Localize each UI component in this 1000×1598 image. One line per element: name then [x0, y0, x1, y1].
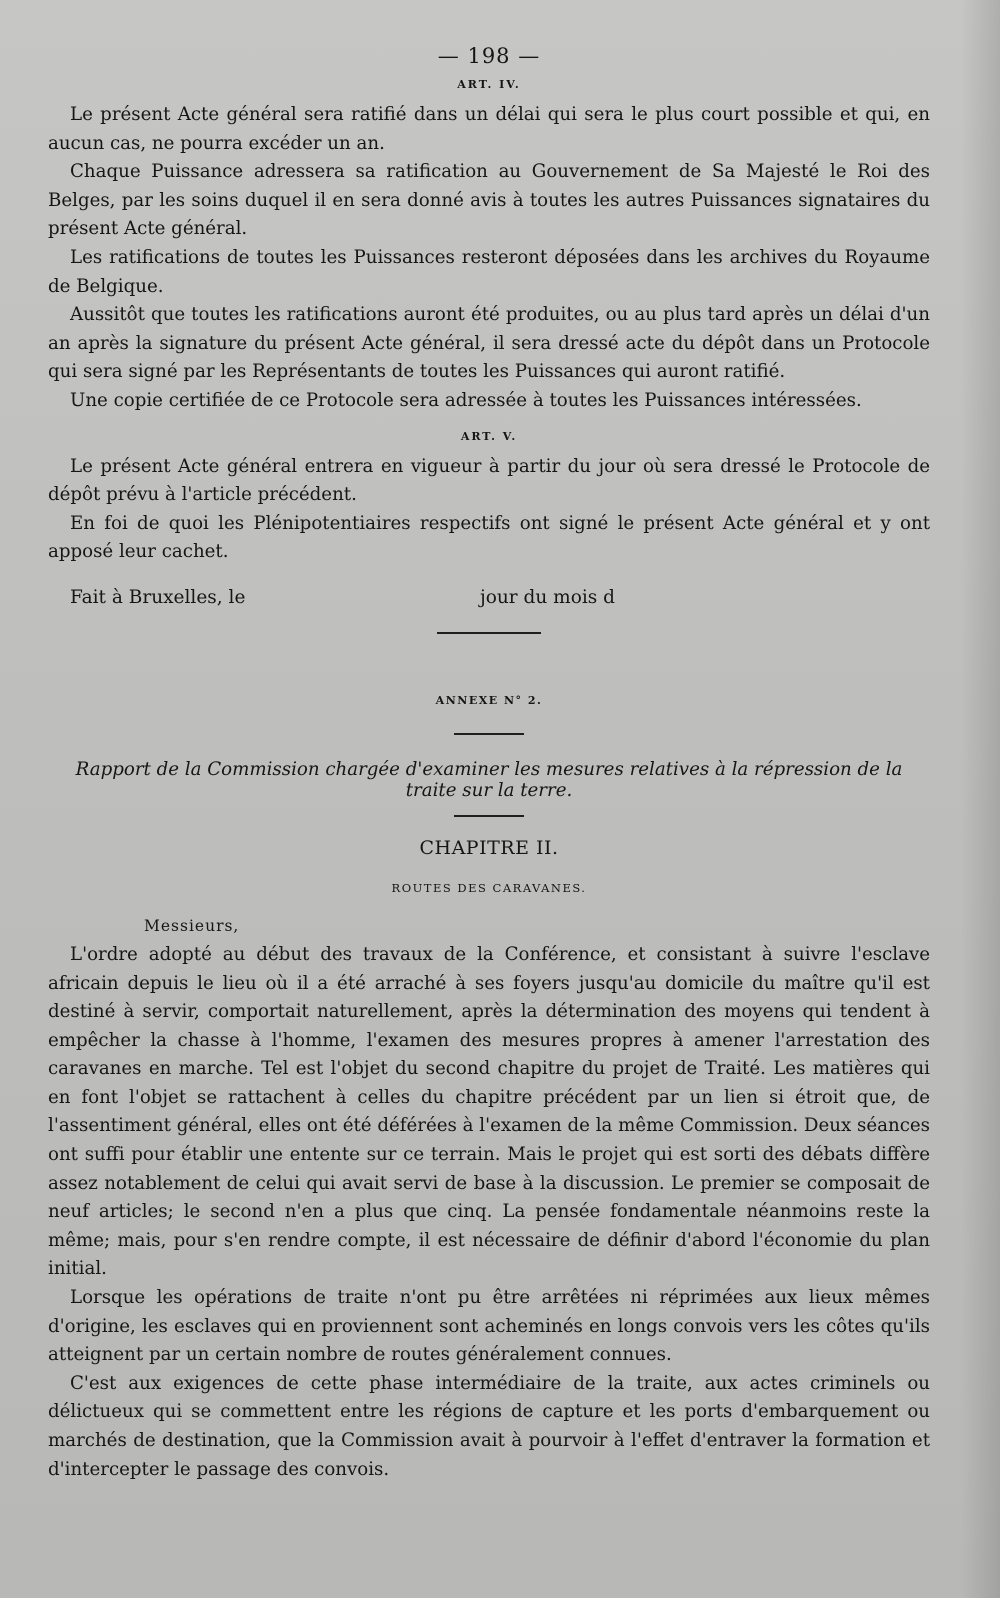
annexe-label: ANNEXE N° 2. — [435, 693, 543, 707]
chapter-heading: CHAPITRE II. — [419, 836, 559, 859]
report-title: Rapport de la Commission chargée d'examiner les mesures relatives à la répression de la traite sur la terre. — [75, 758, 903, 801]
article-5-paragraph: En foi de quoi les Plénipotentiaires respectifs ont signé le présent Acte général et y ont apposé leur cachet. — [48, 512, 930, 563]
article-5 — [48, 430, 930, 608]
divider — [437, 632, 541, 634]
article-4-paragraph: Le présent Acte général sera ratifié dans un délai qui sera le plus court possible et qui, en aucun cas, ne pourra excéder un an. — [48, 104, 930, 154]
signature-line — [70, 587, 930, 608]
section-subheading: ROUTES DES CARAVANES. — [391, 880, 587, 895]
page-number: — 198 — — [437, 44, 541, 68]
article-4-paragraph: Aussitôt que toutes les ratifications auront été produites, ou au plus tard après un délai d'un an après la signature du présent Acte général, il sera dressé acte du dépôt dans un Protocole qui sera signé par les Représentants de toutes les Puissances qui auront ratifié. — [48, 304, 930, 383]
article-4-paragraph: Les ratifications de toutes les Puissances resteront déposées dans les archives du Royaume de Belgique. — [48, 246, 930, 297]
article-4-paragraph: Chaque Puissance adressera sa ratification au Gouvernement de Sa Majesté le Roi des Belges, par les soins duquel il en sera donné avis à toutes les autres Puissances signataires du présent Acte général. — [48, 161, 930, 240]
article-4-paragraph: Une copie certifiée de ce Protocole sera adressée à toutes les Puissances intéressées. — [70, 389, 862, 411]
report-body — [48, 941, 930, 1484]
body-paragraph: C'est aux exigences de cette phase intermédiaire de la traite, aux actes criminels ou délictueux qui se commettent entre les régions de capture et les ports d'embarquement ou marchés de destination, que la Commission avait à pourvoir à l'effet d'entraver la formation et d'intercepter le passage des convois. — [48, 1372, 930, 1480]
divider — [454, 733, 524, 735]
salutation: Messieurs, — [144, 916, 240, 935]
article-5-heading: ART. V. — [460, 429, 518, 443]
signature-date: jour du mois d — [480, 586, 615, 608]
article-5-paragraph: Le présent Acte général entrera en vigueur à partir du jour où sera dressé le Protocole de dépôt prévu à l'article précédent. — [48, 455, 930, 506]
body-paragraph: Lorsque les opérations de traite n'ont pu être arrêtées ni réprimées aux lieux mêmes d'origine, les esclaves qui en proviennent sont acheminés en longs convois vers les côtes qu'ils atteignent par un certain nombre de routes généralement connues. — [48, 1287, 930, 1366]
body-paragraph: L'ordre adopté au début des travaux de la Conférence, et consistant à suivre l'esclave africain depuis le lieu où il a été arraché à ses foyers jusqu'au domicile du maître qu'il est destiné à servir, comportait naturellement, après la détermination des moyens qui tendent à empêcher la chasse à l'homme, l'examen des mesures propres à amener l'arrestation des caravanes en marche. Tel est l'objet du second chapitre du projet de Traité. Les matières qui en font l'objet se rattachent à celles du chapitre précédent par un lien si étroit que, de l'assentiment général, elles ont été déférées à l'examen de la même Commission. Deux séances ont suffi pour établir une entente sur ce terrain. Mais le projet qui est sorti des débats diffère assez notablement de celui qui avait servi de base à la discussion. Le premier se composait de neuf articles; le second n'en a plus que cinq. La pensée fondamentale néanmoins reste la même; mais, pour s'en rendre compte, il est nécessaire de définir d'abord l'économie du plan initial. — [48, 943, 930, 1280]
signature-place: Fait à Bruxelles, le — [70, 586, 246, 608]
article-4 — [48, 78, 930, 416]
divider — [454, 815, 524, 817]
article-4-heading: ART. IV. — [457, 78, 521, 91]
